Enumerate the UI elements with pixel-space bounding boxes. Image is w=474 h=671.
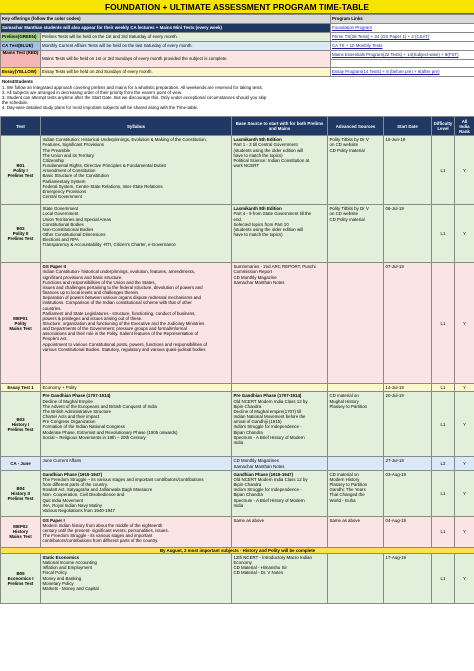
all-india-rank: Y (455, 470, 474, 516)
syllabus-line: Transparency & Accountability -RTI, Citizen's Charter, e-Governance (42, 242, 176, 248)
syllabus-line: Parliament and State Legislatures - structure, functioning, conduct of business, (42, 310, 196, 316)
syllabus-line: The British Administrative Structure (42, 408, 112, 414)
base-source-line: (students using the older edition will (233, 226, 304, 232)
schedule-row (1, 384, 474, 392)
syllabus-line: Static Economics (42, 554, 80, 560)
advanced-source-line: Modern History (329, 476, 360, 482)
column-header: Advanced Sources (328, 117, 384, 136)
key-label: Essay(YELLOW) (1, 68, 41, 77)
syllabus-line: Fundamental Rights, Directive Principles & Fundamental Duties (42, 163, 167, 169)
base-source-line: CD Monthly Magazine (233, 274, 277, 280)
advanced-source-line: on CD website (329, 142, 359, 148)
base-source-line: Gandhian Phase (1915-1947) (233, 471, 294, 477)
syllabus-line: Charter Acts and their impact. (42, 414, 101, 420)
difficulty-level: L1 (432, 263, 455, 384)
program-link[interactable]: Essay Program(14 Tests) + 8 (before pre) + 6(after pre) (331, 68, 474, 77)
advanced-source-cell (328, 470, 384, 516)
difficulty-level: L1 (432, 553, 455, 603)
all-india-rank: Y (455, 457, 474, 470)
syllabus-line: Indian Constitution- historical underpinnings, evolution, features, amendments, (42, 269, 196, 275)
test-name (1, 263, 41, 384)
test-name-line: Prelims Test (7, 581, 34, 586)
syllabus-line: issues and challenges pertaining to the federal structure, devolution of powers and (42, 284, 203, 290)
syllabus-line: The Preamble (42, 147, 71, 153)
syllabus-cell (41, 457, 232, 470)
advanced-source-line: CD material on (329, 393, 359, 399)
base-source-line: Spectrum - A Brief History of Modern (233, 434, 305, 440)
base-source-line: Bipin Chandra (233, 482, 262, 488)
test-name (1, 384, 41, 392)
column-header: Test (1, 117, 41, 136)
advanced-source-line: Gandhi: The Years (329, 487, 366, 493)
schedule-row (1, 136, 474, 205)
test-name-line: Polity II (12, 231, 29, 237)
base-source-line: CD Material - Dr. V Notes (233, 570, 284, 576)
base-source-line: Bipan Chandra (233, 429, 263, 435)
start-date: 04-Aug-19 (384, 516, 432, 547)
base-source-line: Laxmikanth 5th Edition (233, 137, 282, 143)
syllabus-line: State Government (42, 206, 79, 212)
program-link[interactable]: Prime TS(38 Tests) + 34 (GS Paper 1) + 4 (CSAT) (331, 33, 474, 42)
syllabus-line: contributors/contributions from different parts of the country. (42, 538, 159, 544)
difficulty-level: L1 (432, 516, 455, 547)
difficulty-level: L1 (432, 136, 455, 205)
base-source-cell (232, 384, 328, 392)
difficulty-level: L2 (432, 457, 455, 470)
syllabus-line: Formation of the Indian National Congress (42, 424, 125, 430)
syllabus-line: Local Government (42, 211, 79, 217)
syllabus-line: and Departments of the Government; pressure groups and formal/informal (42, 326, 187, 332)
base-source-cell (232, 457, 328, 470)
advanced-source-line: CD Polity material (329, 147, 365, 153)
base-source-line: Spectrum - A Brief History of Modern (233, 497, 305, 503)
advanced-source-line: on CD website (329, 211, 359, 217)
difficulty-level: L1 (432, 205, 455, 263)
base-source-cell (232, 553, 328, 603)
advanced-source-line: Polity Titbits by Dr V (329, 137, 369, 143)
advanced-source-line: Plassey to Partition (329, 403, 368, 409)
test-name-line: Polity I (13, 167, 28, 173)
syllabus-line: June Current Affairs (42, 458, 82, 464)
base-source-line: Selected topics from Part 10 (233, 221, 289, 227)
test-name-line: Prelims Test (7, 236, 34, 242)
test-name-line: Polity (14, 320, 27, 326)
syllabus-line: Modern Indian history from about the middle of the eighteenth (42, 522, 163, 528)
key-header-row (1, 15, 474, 24)
syllabus-line: People's Act. (42, 336, 68, 342)
schedule-row (1, 516, 474, 547)
advanced-source-line: Plassey to Partition (329, 482, 368, 488)
syllabus-line: Functions and responsibilities of the Union and the States, (42, 279, 156, 285)
syllabus-line: The Advent of the Europeans and British Conquest of India (42, 403, 157, 409)
syllabus-line: associations and their role in the Polity. Salient features of the Representation of (42, 331, 199, 337)
syllabus-line: Basic Structure of the Constitution (42, 173, 109, 179)
base-source-line: 12th NCERT - Introductory Macro Indian (233, 554, 312, 560)
syllabus-cell (41, 384, 232, 392)
test-name-line: Prelims Test (7, 427, 34, 433)
key-row (1, 24, 474, 33)
advanced-source-cell (328, 553, 384, 603)
syllabus-line: Inflation and Employment (42, 565, 93, 571)
advanced-source-line: CD material on (329, 471, 359, 477)
advanced-source-cell (328, 136, 384, 205)
test-name-line: Mains Test (9, 534, 32, 540)
test-name-line: Essay Test 1 (7, 385, 34, 391)
syllabus-line: Citizenship (42, 157, 64, 163)
start-date: 27-Jul-19 (384, 457, 432, 470)
syllabus-line: Moderate Phase, Extremist and Revolutionary Phase (1905 onwards) (42, 429, 178, 435)
test-name-line: Mains Test (9, 325, 32, 331)
advanced-source-cell (328, 205, 384, 263)
syllabus-line: Pre Congress Organization (42, 419, 96, 425)
syllabus-line: Elections and RPA (42, 237, 79, 243)
syllabus-line: Markets - Money and Capital (42, 585, 99, 591)
base-source-line: Pre Gandhian Phase (1707-1914) (233, 393, 302, 399)
base-source-line: India (233, 502, 244, 508)
base-source-line: Economy (233, 560, 252, 566)
advanced-source-line: Polity Titbits by Dr V (329, 206, 369, 212)
syllabus-line: Constitutional Bodies (42, 221, 84, 227)
base-source-line: India's Struggle for Independence - (233, 424, 302, 430)
schedule-row (1, 457, 474, 470)
all-india-rank: Y (455, 205, 474, 263)
advanced-source-cell (328, 384, 384, 392)
all-india-rank: Y (455, 553, 474, 603)
key-label: Mains Test (RED) (1, 51, 41, 68)
syllabus-line: Central Government (42, 194, 83, 200)
base-source-line: have to match the topics) (233, 232, 283, 238)
test-name (1, 392, 41, 457)
key-label: Prelims(GREEN) (1, 33, 41, 42)
column-header: Start Date (384, 117, 432, 136)
schedule-row (1, 263, 474, 384)
syllabus-line: Emergency Provisions (42, 188, 87, 194)
test-name-line: Economics I (7, 575, 34, 581)
base-source-line: end. (233, 216, 243, 222)
advanced-source-cell (328, 392, 384, 457)
syllabus-line: GS Paper II (42, 264, 66, 270)
base-source-line: Bipin Chandra (233, 403, 262, 409)
advanced-source-line: World - Guha (329, 497, 356, 503)
advanced-source-cell (328, 516, 384, 547)
key-offerings-heading: Key offerings (follow the color codes) (1, 15, 331, 24)
key-row (1, 68, 474, 77)
key-row (1, 51, 474, 60)
advanced-source-line: Mughal History (329, 398, 359, 404)
program-link[interactable]: Foundation Program (331, 24, 474, 33)
syllabus-cell (41, 470, 232, 516)
syllabus-line: Social – Religious Movements in 19th – 20th Century (42, 434, 146, 440)
syllabus-line: GS Paper I (42, 517, 65, 523)
program-links-heading: Program Links (331, 15, 474, 24)
syllabus-line: Decline of Mughal Empire (42, 398, 93, 404)
test-name-line: B02 (16, 226, 25, 232)
all-india-rank: Y (455, 392, 474, 457)
test-name-line: Prelims Test (7, 495, 34, 501)
start-date: 06-Jul-19 (384, 205, 432, 263)
syllabus-line: various Constitutional Bodies. Statutory, regulatory and various quasi-judicial bodies (42, 346, 206, 352)
syllabus-cell (41, 136, 232, 205)
key-offerings-table (0, 14, 474, 77)
syllabus-line: Federal System, Centre-State Relations, Inter-State Relations (42, 183, 163, 189)
syllabus-line: from different parts of the country. (42, 482, 108, 488)
syllabus-line: Other Constitutional Dimensions (42, 232, 106, 238)
test-name (1, 457, 41, 470)
all-india-rank: Y (455, 384, 474, 392)
samachar-manthan-note: Samachar Manthan students will also appear for their weekly CA lectures + Mains Mini Tests (every week) (1, 24, 331, 33)
base-source-line: CD Material - Himanshu Sir (233, 565, 287, 571)
syllabus-line: Economy + Polity (42, 385, 77, 391)
difficulty-level: L1 (432, 392, 455, 457)
base-source-line: Old NCERT Modern India Class 12 by (233, 476, 308, 482)
test-name (1, 136, 41, 205)
all-india-rank: Y (455, 516, 474, 547)
program-link[interactable]: CA TS + 10 Monthly Tests (331, 42, 474, 51)
syllabus-line: INA, Royal Indian Navy Mutiny (42, 502, 103, 508)
test-name (1, 553, 41, 603)
syllabus-cell (41, 263, 232, 384)
base-source-cell (232, 392, 328, 457)
base-source-line: Same as above (233, 517, 265, 523)
base-source-cell (232, 470, 328, 516)
base-source-cell (232, 263, 328, 384)
start-date: 15-Jun-19 (384, 136, 432, 205)
syllabus-line: National Income Accounting (42, 560, 97, 566)
notes-section (0, 77, 474, 116)
base-source-line: Decline of Mughal empire(1707) till (233, 408, 302, 414)
base-source-cell (232, 136, 328, 205)
column-header: Base Source to start with for both Prelims and Mains (232, 117, 328, 136)
syllabus-line: institutions. Comparison of the Indian constitutional scheme with that of other (42, 300, 192, 306)
key-description: Prelims Tests will be held on the 1st and 3rd Saturday of every month. (41, 33, 331, 42)
base-source-line: Indian National Movement before the (233, 414, 306, 420)
base-source-line: work NCERT (233, 163, 260, 169)
start-date: 17-Aug-19 (384, 553, 432, 603)
base-source-cell (232, 516, 328, 547)
completion-banner: By August, 2 most important subjects - History and Polity will be complete (1, 547, 474, 553)
all-india-rank: Y (455, 136, 474, 205)
all-india-rank: Y (455, 263, 474, 384)
start-date: 03-Aug-19 (384, 470, 432, 516)
key-description: Mains Tests will be held on 1st or 3rd Sundays of every month provided the subject is complete. (41, 51, 331, 68)
syllabus-line: Various Negotiations from 1940-1947 (42, 507, 115, 513)
test-name-line: Prelims Test (7, 172, 34, 178)
test-name-line: History II (11, 490, 30, 496)
syllabus-line: countries. (42, 305, 62, 311)
test-name-line: MEP01 (13, 315, 28, 321)
test-name-line: B04 (16, 485, 25, 491)
schedule-row (1, 470, 474, 516)
base-source-line: (students using the older edition will (233, 147, 304, 153)
schedule-row (1, 553, 474, 603)
syllabus-cell (41, 553, 232, 603)
syllabus-line: Money and Banking (42, 575, 82, 581)
syllabus-line: Indian Constitution: Historical Underpinnings, Evolution & Making of the Constitution, (42, 137, 207, 143)
schedule-header-row (1, 117, 474, 136)
base-source-line: Bipan Chandra (233, 492, 263, 498)
advanced-source-line: Same as above (329, 517, 361, 523)
schedule-row (1, 392, 474, 457)
syllabus-line: Quit India Movement (42, 497, 84, 503)
syllabus-line: Pre Gandhian Phase (1707-1914) (42, 393, 111, 399)
base-source-cell (232, 205, 328, 263)
base-source-line: Part 1 - 3 till Central Government (233, 142, 298, 148)
syllabus-line: The Union and its Territory (42, 152, 94, 158)
syllabus-line: Separation of powers between various organs dispute redressal mechanisms and (42, 295, 201, 301)
note-item: 4. Day-wise detailed study plans for most important subjects will be shared along with the Time-table. (2, 105, 199, 111)
syllabus-line: Features, Significant Provisions (42, 142, 104, 148)
schedule-row (1, 205, 474, 263)
program-link[interactable]: Mains Essentials Program(22 Tests) + 14(Subject-wise) + 8(FST) (331, 51, 474, 60)
column-header: Difficulty Level (432, 117, 455, 136)
syllabus-cell (41, 205, 232, 263)
key-row (1, 42, 474, 51)
test-name-line: MEP02 (13, 524, 28, 530)
schedule-table (0, 116, 474, 604)
base-source-line: Political Science: Indian Constitution at (233, 157, 310, 163)
note-item: 1. We follow an integrated approach covering prelims and mains for a wholistic preparation. All weekends are reserved for taking tests. (2, 84, 264, 90)
key-description: Monthly Current Affairs Tests will be held on the last Saturday of every month. (41, 42, 331, 51)
base-source-line: Old NCERT Modern India Class 12 by (233, 398, 308, 404)
test-name-line: History I (11, 421, 30, 427)
column-header: All India Rank (455, 117, 474, 136)
syllabus-line: Structure, organization and functioning of the Executive and the Judiciary Ministries (42, 321, 205, 327)
difficulty-level: L1 (432, 470, 455, 516)
key-row (1, 33, 474, 42)
test-name-line: History (12, 529, 29, 535)
note-item: the schedule. (2, 100, 29, 106)
advanced-source-line: CD Polity material (329, 216, 365, 222)
syllabus-line: significant provisions and basic structure. (42, 274, 123, 280)
column-header: Syllabus (41, 117, 232, 136)
syllabus-line: Fiscal Policy (42, 570, 67, 576)
syllabus-line: Non-Constitutional Bodies (42, 226, 94, 232)
syllabus-line: Amendment of Constitution (42, 168, 96, 174)
start-date: 14-Jul-19 (384, 384, 432, 392)
base-source-line: have to match the topics) (233, 152, 283, 158)
test-name-line: B01 (16, 162, 25, 168)
base-source-line: India (233, 439, 244, 445)
syllabus-cell (41, 516, 232, 547)
syllabus-line: Non- Cooperation, Civil Disobedience and (42, 492, 125, 498)
test-name (1, 205, 41, 263)
base-source-line: arrival of Gandhiji (1915) (233, 419, 282, 425)
start-date: 20-Jul-19 (384, 392, 432, 457)
base-source-line: India's Struggle for Independence - (233, 487, 302, 493)
test-name (1, 516, 41, 547)
note-item: 2. All subjects are arranged in decreasing order of their priority from the exam's point of view. (2, 89, 182, 95)
syllabus-line: Appointment to various Constitutional posts, powers, functions and responsibilities of (42, 341, 207, 347)
syllabus-cell (41, 392, 232, 457)
advanced-source-cell (328, 263, 384, 384)
syllabus-line: Gandhian Phase (1915-1947) (42, 471, 103, 477)
syllabus-line: Parliamentary System (42, 178, 86, 184)
base-source-line: Laxmikanth 5th Edition (233, 206, 282, 212)
base-source-line: Samachar Manthan Notes (233, 279, 285, 285)
syllabus-line: finances up to local levels and challenges therein. (42, 290, 140, 296)
key-label: CA Test(BLUE) (1, 42, 41, 51)
base-source-line: Commission Report (233, 269, 273, 275)
test-name (1, 470, 41, 516)
base-source-line: Summmaries - 2nd ARC REPORT, Punchi (233, 264, 316, 270)
difficulty-level: L1 (432, 384, 455, 392)
base-source-line: Samachar Manthan Notes (233, 463, 285, 469)
base-source-line: Part 4 - 9 from State Government till the (233, 211, 312, 217)
syllabus-line: Rowlatt Act, Satyagraha and Jallianwala Bagh Massacre (42, 487, 153, 493)
program-link[interactable] (331, 60, 474, 68)
syllabus-line: The Freedom Struggle – its various stages and important contributors/contributions (42, 476, 204, 482)
page-title: FOUNDATION + ULTIMATE ASSESSMENT PROGRAM TIME-TABLE (0, 0, 474, 14)
test-name-line: B03 (16, 416, 25, 422)
syllabus-line: powers & privileges and issues arising out of these. (42, 315, 143, 321)
key-description: Essay Tests will be held on 2nd Sundays of every month. (41, 68, 331, 77)
base-source-line: CD Monthly Magazines (233, 458, 279, 464)
advanced-source-cell (328, 457, 384, 470)
syllabus-line: century until the present- significant events, personalities, issues. (42, 528, 169, 534)
syllabus-line: Monetary Policy (42, 580, 74, 586)
note-item: 3. Student can attempt tests anytime after the Start Date. But we discourage this. Only under exceptional circumstances should you skip (2, 94, 267, 100)
syllabus-line: Union Territories and Special Areas (42, 216, 111, 222)
syllabus-line: The Freedom Struggle - its various stages and important (42, 533, 153, 539)
advanced-source-line: That Changed the (329, 492, 365, 498)
test-name-line: CA - June (10, 461, 31, 467)
test-name-line: B05 (16, 570, 25, 576)
notes-heading: Note4Students (2, 79, 33, 85)
start-date: 07-Jul-19 (384, 263, 432, 384)
